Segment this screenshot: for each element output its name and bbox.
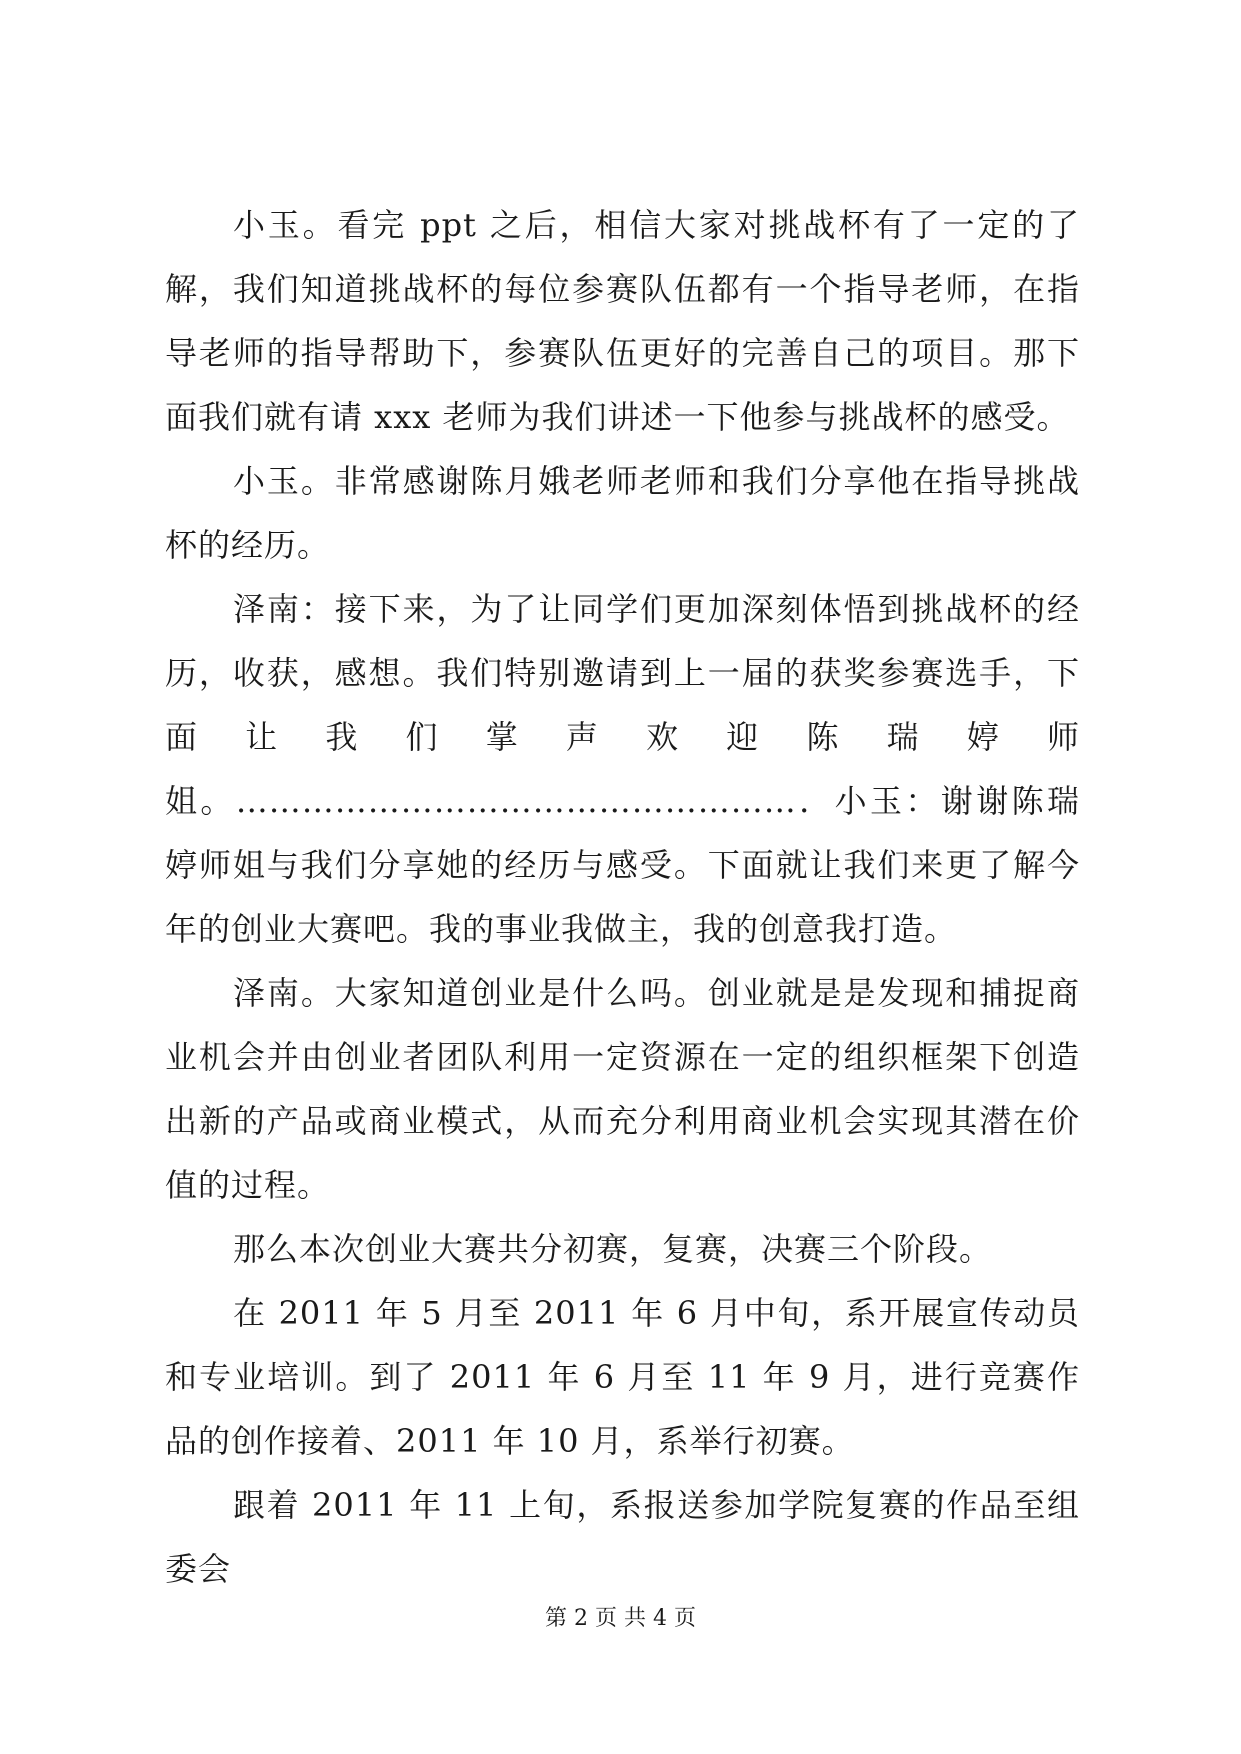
paragraph-3: 泽南：接下来，为了让同学们更加深刻体悟到挑战杯的经历，收获，感想。我们特别邀请到上一届的获奖参赛选手，下面让我们掌声欢迎陈瑞婷师姐。……………………………………………．小玉：谢谢陈瑞婷师姐与我们分享她的经历与感受。下面就让我们来更了解今年的创业大赛吧。我的事业我做主，我的创意我打造。 [165,590,1080,948]
paragraph-7: 跟着 2011 年 11 上旬，系报送参加学院复赛的作品至组委会 [165,1486,1080,1588]
document-body [165,193,1080,1601]
paragraph-4: 泽南。大家知道创业是什么吗。创业就是是发现和捕捉商业机会并由创业者团队利用一定资源在一定的组织框架下创造出新的产品或商业模式，从而充分利用商业机会实现其潜在价值的过程。 [165,974,1080,1204]
paragraph-2: 小玉。非常感谢陈月娥老师老师和我们分享他在指导挑战杯的经历。 [165,462,1080,564]
paragraph-6: 在 2011 年 5 月至 2011 年 6 月中旬，系开展宣传动员和专业培训。到了 2011 年 6 月至 11 年 9 月，进行竞赛作品的创作接着、2011 年 10 月，系举行初赛。 [165,1294,1080,1460]
paragraph-1: 小玉。看完 ppt 之后，相信大家对挑战杯有了一定的了解，我们知道挑战杯的每位参赛队伍都有一个指导老师，在指导老师的指导帮助下，参赛队伍更好的完善自己的项目。那下面我们就有请 xxx 老师为我们讲述一下他参与挑战杯的感受。 [165,206,1080,436]
page-number-footer: 第 2 页 共 4 页 [545,1606,696,1631]
paragraph-5: 那么本次创业大赛共分初赛，复赛，决赛三个阶段。 [233,1230,993,1268]
